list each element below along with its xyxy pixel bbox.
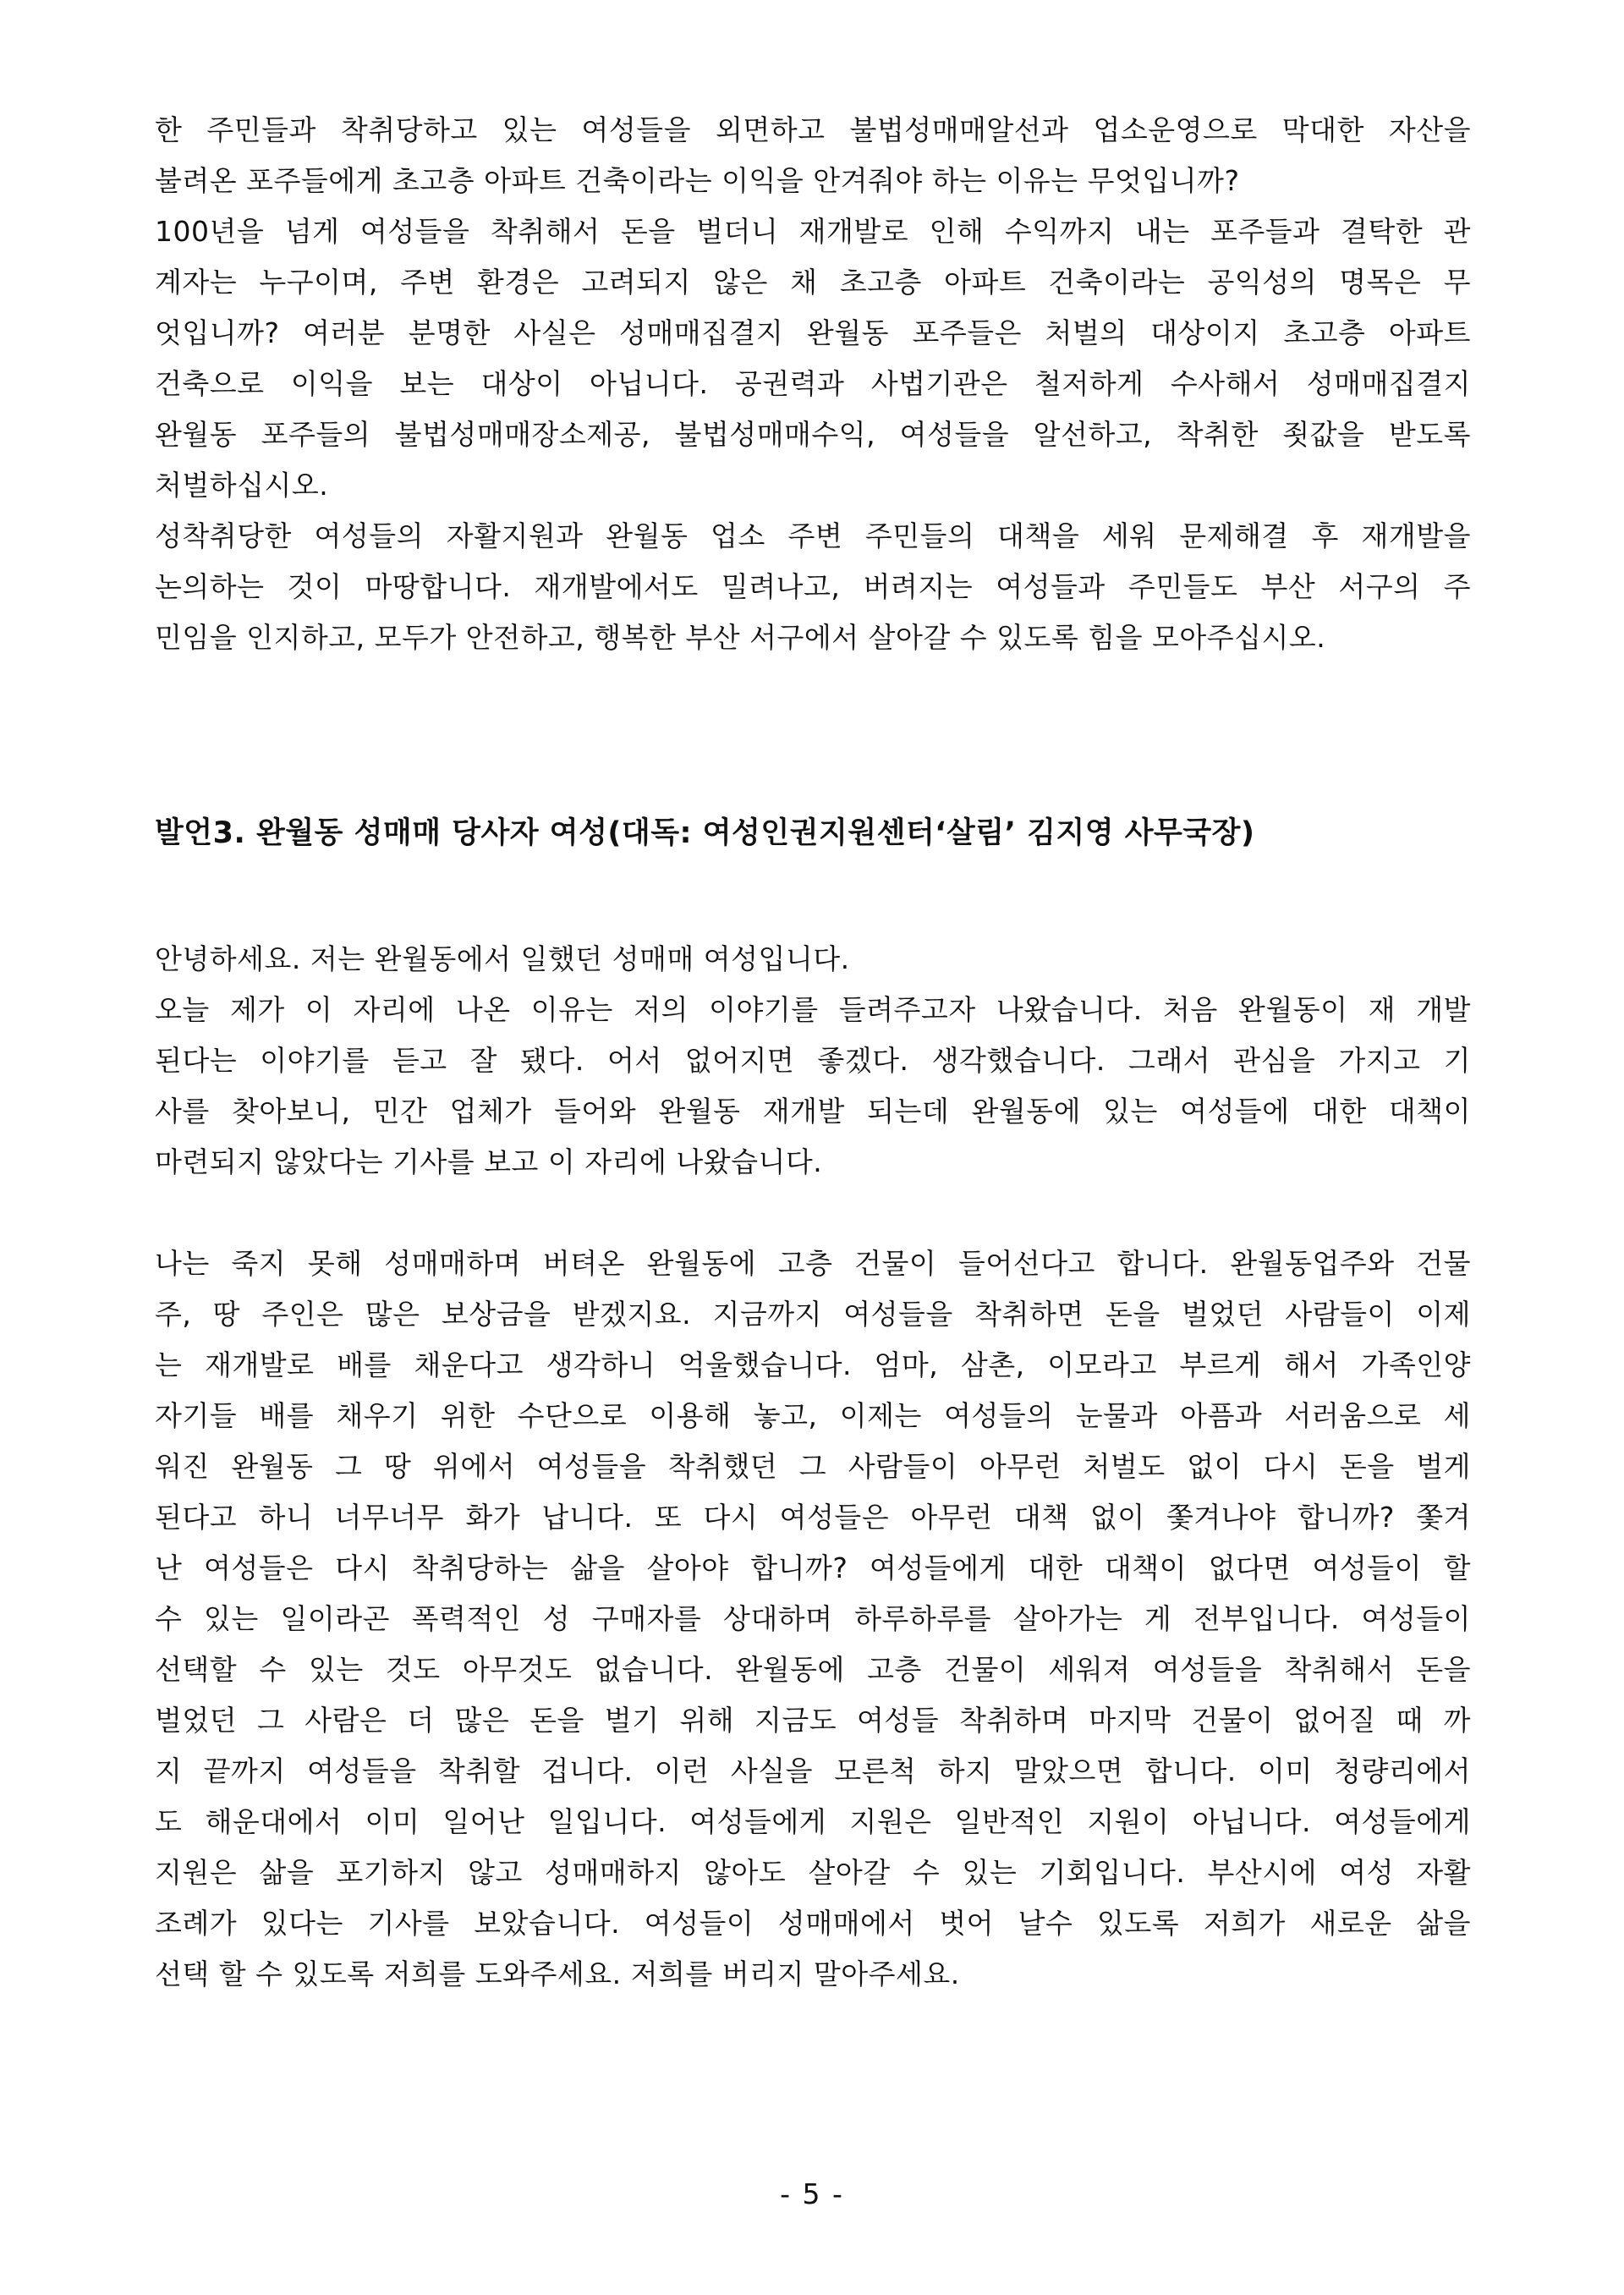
text-line: 성착취당한 여성들의 자활지원과 완월동 업소 주변 주민들의 대책을 세워 문제해결 후 재개발을 bbox=[155, 519, 1471, 552]
text-line: 불려온 포주들에게 초고층 아파트 건축이라는 이익을 안겨줘야 하는 이유는 무엇입니까? bbox=[155, 164, 1240, 197]
text-line: 자기들 배를 채우기 위한 수단으로 이용해 놓고, 이제는 여성들의 눈물과 아픔과 서러움으로 세 bbox=[155, 1399, 1471, 1432]
text-line: 마련되지 않았다는 기사를 보고 이 자리에 나왔습니다. bbox=[155, 1145, 823, 1178]
text-line: 계자는 누구이며, 주변 환경은 고려되지 않은 채 초고층 아파트 건축이라는 공익성의 명목은 무 bbox=[155, 266, 1471, 299]
text-line: 사를 찾아보니, 민간 업체가 들어와 완월동 재개발 되는데 완월동에 있는 여성들에 대한 대책이 bbox=[155, 1095, 1471, 1128]
section-heading: 발언3. 완월동 성매매 당사자 여성(대독: 여성인권지원센터‘살림’ 김지영 사무국장) bbox=[155, 816, 1255, 850]
text-line: 처벌하십시오. bbox=[155, 469, 329, 502]
text-line: 완월동 포주들의 불법성매매장소제공, 불법성매매수익, 여성들을 알선하고, 착취한 죗값을 받도록 bbox=[155, 418, 1471, 451]
text-line: 된다는 이야기를 듣고 잘 됐다. 어서 없어지면 좋겠다. 생각했습니다. 그래서 관심을 가지고 기 bbox=[155, 1044, 1471, 1077]
text-line: 선택 할 수 있도록 저희를 도와주세요. 저희를 버리지 말아주세요. bbox=[155, 1957, 960, 1990]
text-line: 도 해운대에서 이미 일어난 일입니다. 여성들에게 지원은 일반적인 지원이 아닙니다. 여성들에게 bbox=[155, 1805, 1471, 1838]
text-line: 한 주민들과 착취당하고 있는 여성들을 외면하고 불법성매매알선과 업소운영으로 막대한 자산을 bbox=[155, 113, 1471, 146]
text-line: 선택할 수 있는 것도 아무것도 없습니다. 완월동에 고층 건물이 세워져 여성들을 착취해서 돈을 bbox=[155, 1653, 1471, 1686]
text-line: 나는 죽지 못해 성매매하며 버텨온 완월동에 고층 건물이 들어선다고 합니다. 완월동업주와 건물 bbox=[155, 1247, 1471, 1280]
text-line: 엇입니까? 여러분 분명한 사실은 성매매집결지 완월동 포주들은 처벌의 대상이지 초고층 아파트 bbox=[155, 316, 1471, 349]
text-line: 지 끝까지 여성들을 착취할 겁니다. 이런 사실을 모른척 하지 말았으면 합니다. 이미 청량리에서 bbox=[155, 1754, 1471, 1787]
text-line: 안녕하세요. 저는 완월동에서 일했던 성매매 여성입니다. bbox=[155, 942, 850, 975]
text-line: 민임을 인지하고, 모두가 안전하고, 행복한 부산 서구에서 살아갈 수 있도록 힘을 모아주십시오. bbox=[155, 621, 1326, 654]
text-line: 수 있는 일이라곤 폭력적인 성 구매자를 상대하며 하루하루를 살아가는 게 전부입니다. 여성들이 bbox=[155, 1602, 1471, 1635]
text-line: 지원은 삶을 포기하지 않고 성매매하지 않아도 살아갈 수 있는 기회입니다. 부산시에 여성 자활 bbox=[155, 1856, 1471, 1889]
text-line: 워진 완월동 그 땅 위에서 여성들을 착취했던 그 사람들이 아무런 처벌도 없이 다시 돈을 벌게 bbox=[155, 1450, 1471, 1483]
text-line: 100년을 넘게 여성들을 착취해서 돈을 벌더니 재개발로 인해 수익까지 내는 포주들과 결탁한 관 bbox=[155, 215, 1471, 248]
page-number: - 5 - bbox=[780, 2177, 844, 2210]
text-line: 는 재개발로 배를 채운다고 생각하니 억울했습니다. 엄마, 삼촌, 이모라고 부르게 해서 가족인양 bbox=[155, 1348, 1471, 1381]
text-line: 오늘 제가 이 자리에 나온 이유는 저의 이야기를 들려주고자 나왔습니다. 처음 완월동이 재 개발 bbox=[155, 993, 1471, 1026]
text-line: 벌었던 그 사람은 더 많은 돈을 벌기 위해 지금도 여성들 착취하며 마지막 건물이 없어질 때 까 bbox=[155, 1704, 1471, 1737]
text-line: 논의하는 것이 마땅합니다. 재개발에서도 밀려나고, 버려지는 여성들과 주민들도 부산 서구의 주 bbox=[155, 570, 1471, 603]
text-line: 조례가 있다는 기사를 보았습니다. 여성들이 성매매에서 벗어 날수 있도록 저희가 새로운 삶을 bbox=[155, 1907, 1471, 1940]
text-line: 난 여성들은 다시 착취당하는 삶을 살아야 합니까? 여성들에게 대한 대책이 없다면 여성들이 할 bbox=[155, 1551, 1471, 1584]
text-line: 주, 땅 주인은 많은 보상금을 받겠지요. 지금까지 여성들을 착취하면 돈을 벌었던 사람들이 이제 bbox=[155, 1298, 1471, 1331]
text-line: 건축으로 이익을 보는 대상이 아닙니다. 공권력과 사법기관은 철저하게 수사해서 성매매집결지 bbox=[155, 367, 1471, 400]
text-line: 된다고 하니 너무너무 화가 납니다. 또 다시 여성들은 아무런 대책 없이 쫓겨나야 합니까? 쫓겨 bbox=[155, 1501, 1471, 1534]
